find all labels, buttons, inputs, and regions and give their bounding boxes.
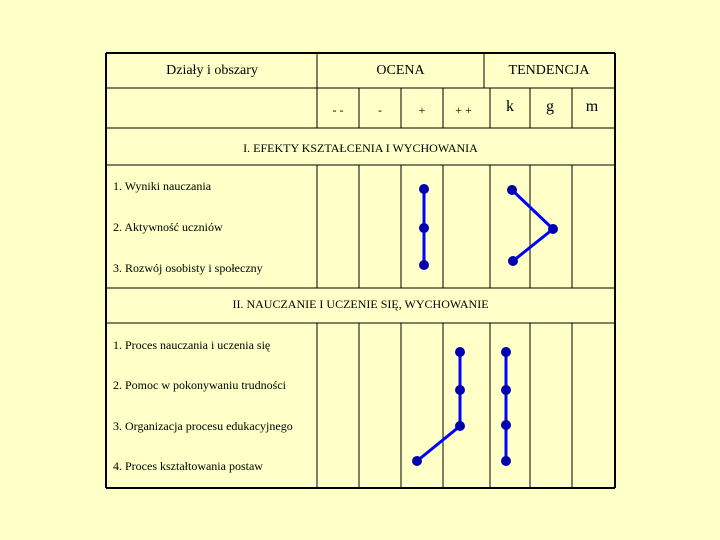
profile-point	[501, 420, 511, 430]
section-title: I. EFEKTY KSZTAŁCENIA I WYCHOWANIA	[243, 141, 478, 155]
tendency-down-icon: m	[585, 98, 599, 115]
ocena-level-low: -	[378, 103, 382, 117]
row-label: 4. Proces kształtowania postaw	[113, 459, 263, 473]
profile-line-tendencja-section-1	[512, 190, 553, 261]
row-label: 3. Organizacja procesu edukacyjnego	[113, 419, 293, 433]
profile-point	[455, 385, 465, 395]
ocena-level-very-high: + +	[455, 103, 472, 117]
profile-point	[548, 224, 558, 234]
profile-point	[501, 385, 511, 395]
tendency-flat-icon: g	[546, 98, 554, 115]
header-ocena-label: OCENA	[376, 63, 425, 78]
profile-point	[507, 185, 517, 195]
header-tendencja-label: TENDENCJA	[508, 63, 590, 78]
row-label: 2. Pomoc w pokonywaniu trudności	[113, 378, 286, 392]
row-label: 1. Proces nauczania i uczenia się	[113, 338, 271, 352]
header-areas-label: Działy i obszary	[166, 63, 258, 78]
row-label: 2. Aktywność uczniów	[113, 220, 223, 234]
ocena-level-high: +	[418, 103, 426, 117]
profile-point	[419, 184, 429, 194]
row-label: 1. Wyniki nauczania	[113, 179, 212, 193]
ocena-level-very-low: - -	[332, 103, 344, 117]
profile-point	[419, 260, 429, 270]
tendency-up-icon: k	[506, 98, 514, 115]
row-label: 3. Rozwój osobisty i społeczny	[113, 261, 263, 275]
profile-point	[501, 347, 511, 357]
profile-point	[455, 421, 465, 431]
profile-point	[455, 347, 465, 357]
section-title: II. NAUCZANIE I UCZENIE SIĘ, WYCHOWANIE	[232, 297, 489, 311]
profile-point	[501, 456, 511, 466]
profile-point	[419, 223, 429, 233]
profile-line-ocena-section-2	[417, 352, 460, 461]
profile-point	[508, 256, 518, 266]
profile-point	[412, 456, 422, 466]
